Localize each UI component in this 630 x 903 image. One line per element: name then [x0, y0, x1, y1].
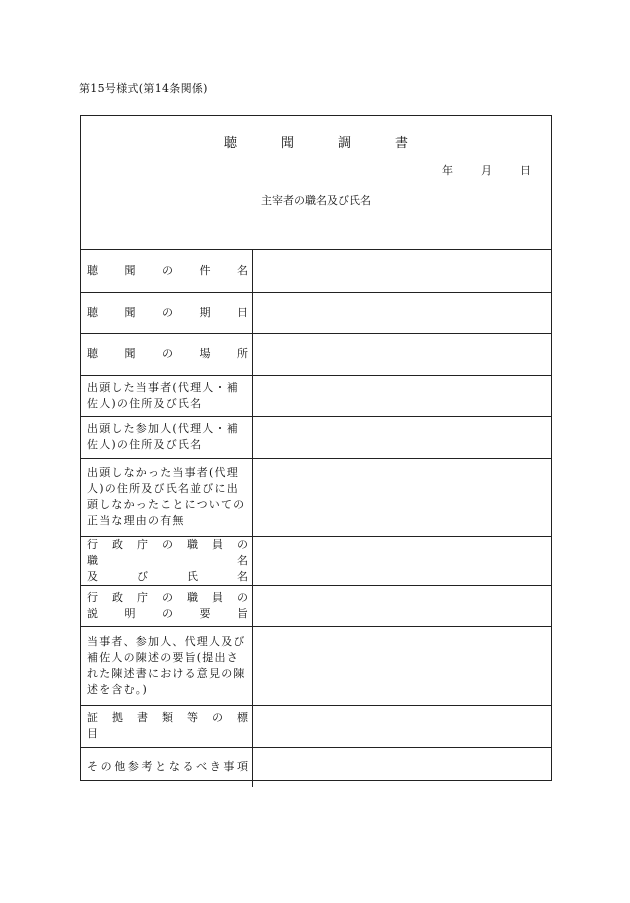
title-char: 調	[337, 136, 351, 151]
date-year: 年	[442, 164, 453, 177]
row-value[interactable]	[253, 536, 552, 585]
row-label: 当事者、参加人、代理人及び補佐人の陳述の要旨(提出された陳述書における意見の陳述を含む。)	[81, 626, 253, 705]
row-label: 証 拠 書 類 等 の 標 目	[81, 705, 253, 747]
row-label-line1: 行 政 庁 の 職 員 の 職 名	[87, 537, 259, 567]
form-title	[81, 132, 551, 151]
row-label-line2: 説 明 の 要 旨	[87, 606, 248, 620]
row-value[interactable]	[253, 333, 552, 375]
table-row	[81, 292, 551, 333]
date-day: 日	[520, 164, 531, 177]
row-label: 出頭しなかった当事者(代理人)の住所及び氏名並びに出頭しなかったことについての正当な理由の有無	[81, 458, 253, 536]
record-table	[81, 250, 551, 787]
table-row	[81, 250, 551, 292]
row-value[interactable]	[253, 250, 552, 292]
row-value[interactable]	[253, 705, 552, 747]
hearing-record-form	[80, 115, 552, 781]
row-label: 聴 聞 の 場 所	[81, 333, 253, 375]
row-label	[81, 536, 259, 585]
table-row	[81, 747, 551, 787]
row-value[interactable]	[253, 292, 552, 333]
title-char: 書	[394, 136, 408, 151]
date-month: 月	[481, 164, 492, 177]
table-row	[81, 585, 551, 626]
row-label-line2: 及 び 氏 名	[87, 569, 248, 583]
form-number: 第15号様式(第14条関係)	[79, 82, 208, 95]
date-line	[414, 162, 531, 178]
row-value[interactable]	[253, 458, 552, 536]
table-row	[81, 416, 551, 458]
presider-label: 主宰者の職名及び氏名	[261, 194, 371, 207]
table-row	[81, 333, 551, 375]
table-row	[81, 458, 551, 536]
title-char: 聴	[223, 136, 237, 151]
table-row	[81, 536, 551, 585]
row-value[interactable]	[253, 375, 552, 416]
row-value[interactable]	[253, 626, 552, 705]
title-char: 聞	[280, 136, 294, 151]
row-label: 出頭した当事者(代理人・補佐人)の住所及び氏名	[81, 375, 253, 416]
row-label	[81, 585, 253, 626]
row-value[interactable]	[253, 585, 552, 626]
row-label: その他参考となるべき事項	[81, 747, 253, 787]
form-header	[81, 116, 551, 250]
row-label: 聴 聞 の 件 名	[81, 250, 253, 292]
row-label-line1: 行 政 庁 の 職 員 の	[87, 590, 248, 604]
table-row	[81, 705, 551, 747]
row-label: 出頭した参加人(代理人・補佐人)の住所及び氏名	[81, 416, 253, 458]
table-row	[81, 626, 551, 705]
row-value[interactable]	[253, 747, 552, 787]
row-value[interactable]	[253, 416, 552, 458]
table-row	[81, 375, 551, 416]
row-label: 聴 聞 の 期 日	[81, 292, 253, 333]
